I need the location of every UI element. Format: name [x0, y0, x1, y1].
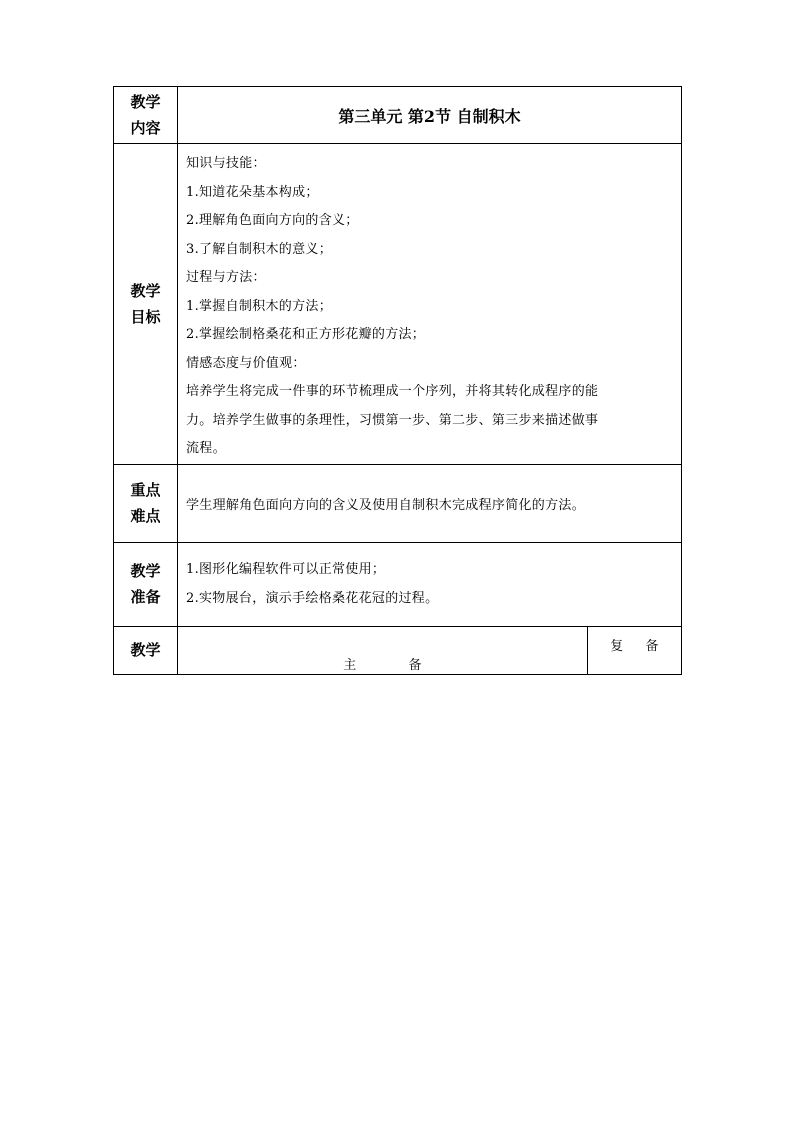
main-prep-char: 主	[343, 657, 357, 673]
preparation-content	[178, 542, 682, 626]
row-teaching-objectives	[114, 144, 682, 465]
label-teaching-process: 教学	[114, 626, 178, 674]
main-prep-header	[178, 626, 588, 674]
row-teaching-preparation	[114, 542, 682, 626]
preparation-item: 2.实物展台，演示手绘格桑花花冠的过程。	[186, 591, 439, 606]
label-line: 重点	[130, 481, 161, 499]
objective-item: 1.掌握自制积木的方法；	[186, 298, 333, 314]
row-teaching-process	[114, 626, 682, 674]
lesson-plan-table	[113, 86, 682, 675]
preparation-item: 1.图形化编程软件可以正常使用；	[186, 562, 386, 577]
objective-paragraph-line: 力。培养学生做事的条理性，习惯第一步、第二步、第三步来描述做事	[186, 412, 599, 428]
label-line: 内容	[130, 119, 161, 137]
review-prep-char: 备	[645, 638, 659, 654]
label-line: 教学	[130, 93, 161, 111]
lesson-title: 第三单元 第2节 自制积木	[178, 87, 682, 144]
label-teaching-objectives	[114, 144, 178, 465]
main-prep-label	[343, 658, 422, 673]
key-points-text: 学生理解角色面向方向的含义及使用自制积木完成程序简化的方法。	[178, 464, 682, 542]
objective-item: 3.了解自制积木的意义；	[186, 241, 333, 257]
objective-heading-attitude: 情感态度与价值观：	[186, 355, 306, 371]
objectives-content	[178, 144, 682, 465]
objective-item: 2.掌握绘制格桑花和正方形花瓣的方法；	[186, 327, 426, 342]
objective-item: 1.知道花朵基本构成；	[186, 184, 319, 200]
objective-item: 2.理解角色面向方向的含义；	[186, 213, 359, 228]
label-line: 教学	[130, 562, 161, 580]
label-line: 准备	[130, 588, 161, 606]
row-key-points	[114, 464, 682, 542]
main-prep-char: 备	[408, 657, 422, 673]
objective-paragraph-line: 流程。	[186, 441, 226, 456]
review-prep-header	[588, 626, 682, 674]
objective-paragraph-line: 培养学生将完成一件事的环节梳理成一个序列，并将其转化成程序的能	[186, 384, 599, 399]
objective-heading-knowledge: 知识与技能：	[186, 156, 266, 171]
label-teaching-content	[114, 87, 178, 144]
objective-heading-process: 过程与方法：	[186, 270, 266, 285]
label-line: 教学	[130, 281, 161, 300]
label-teaching-preparation	[114, 542, 178, 626]
label-line: 难点	[130, 507, 161, 525]
review-prep-char: 复	[610, 638, 624, 654]
label-line: 目标	[130, 307, 161, 326]
label-key-points	[114, 464, 178, 542]
row-teaching-content	[114, 87, 682, 144]
